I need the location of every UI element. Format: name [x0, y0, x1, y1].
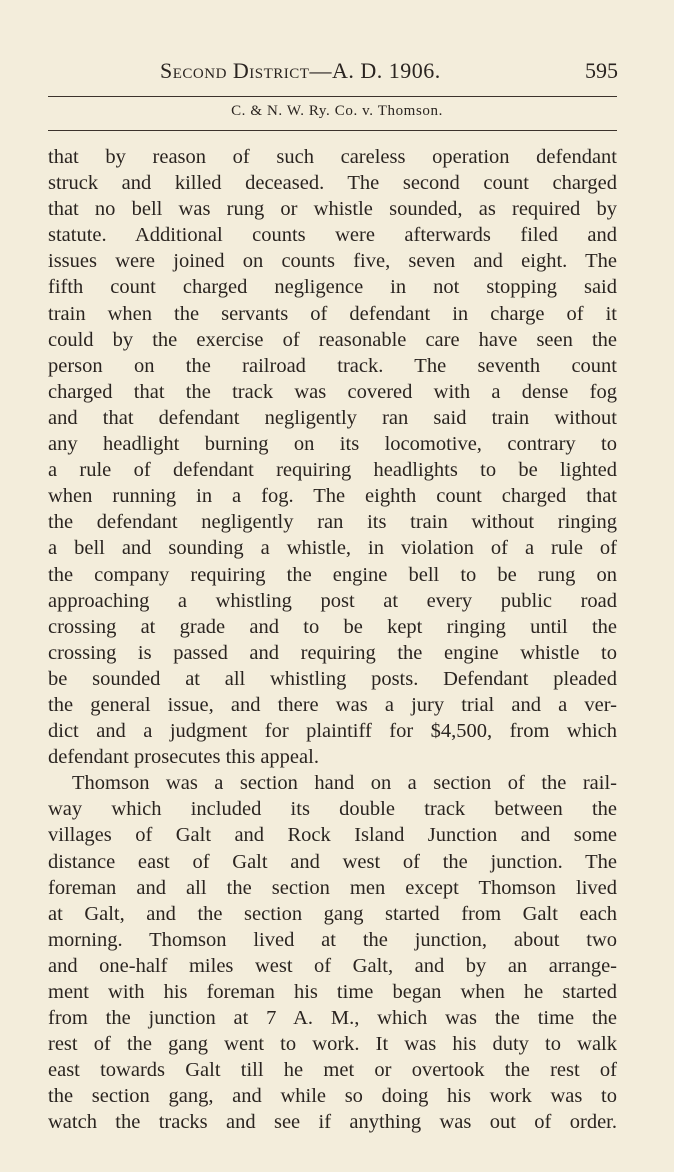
text-line: crossing at grade and to be kept ringing until the [48, 615, 617, 638]
text-line: from the junction at 7 A. M., which was the time the [48, 1007, 617, 1030]
text-line: train when the servants of defendant in charge of it [48, 302, 617, 325]
running-head [160, 58, 618, 86]
text-line: a rule of defendant requiring headlights to be lighted [48, 459, 617, 482]
text-line: distance east of Galt and west of the junction. The [48, 850, 617, 873]
text-line: approaching a whistling post at every public road [48, 589, 617, 612]
text-line: fifth count charged negligence in not stopping said [48, 276, 617, 299]
text-line: any headlight burning on its locomotive, contrary to [48, 433, 617, 456]
paragraph-last-line: defendant prosecutes this appeal. [48, 746, 319, 769]
text-line: way which included its double track between the [48, 798, 617, 821]
text-line: villages of Galt and Rock Island Junction and some [48, 824, 617, 847]
text-line: morning. Thomson lived at the junction, about two [48, 928, 617, 951]
text-line: that by reason of such careless operation defendant [48, 146, 617, 168]
text-line: at Galt, and the section gang started from Galt each [48, 902, 617, 925]
text-line: watch the tracks and see if anything was out of order. [48, 1111, 617, 1134]
text-line: rest of the gang went to work. It was his duty to walk [48, 1033, 617, 1056]
text-line: person on the railroad track. The seventh count [48, 354, 617, 377]
text-line: statute. Additional counts were afterwards filed and [48, 224, 617, 247]
header-rule-bottom [48, 130, 617, 131]
text-line: the defendant negligently ran its train without ringing [48, 511, 617, 534]
text-line: a bell and sounding a whistle, in violation of a rule of [48, 537, 617, 560]
text-line: the section gang, and while so doing his work was to [48, 1085, 617, 1108]
text-line: could by the exercise of reasonable care have seen the [48, 328, 617, 351]
header-rule-top [48, 96, 617, 97]
text-line: when running in a fog. The eighth count charged that [48, 485, 617, 508]
text-line: foreman and all the section men except Thomson lived [48, 876, 617, 899]
text-line: that no bell was rung or whistle sounded, as required by [48, 198, 617, 221]
text-line: charged that the track was covered with a dense fog [48, 380, 617, 403]
paragraph-first-line: Thomson was a section hand on a section of the rail- [72, 772, 617, 795]
text-line: ment with his foreman his time began when he started [48, 981, 617, 1003]
text-line: the company requiring the engine bell to be rung on [48, 563, 617, 586]
case-title: C. & N. W. Ry. Co. v. Thomson. [231, 103, 443, 119]
text-line: issues were joined on counts five, seven and eight. The [48, 250, 617, 273]
text-line: and that defendant negligently ran said train without [48, 406, 617, 429]
body-text [48, 144, 617, 1136]
page-number: 595 [585, 58, 618, 83]
text-line: dict and a judgment for plaintiff for $4,500, from which [48, 720, 617, 743]
text-line: be sounded at all whistling posts. Defendant pleaded [48, 667, 617, 690]
text-line: crossing is passed and requiring the engine whistle to [48, 641, 617, 664]
text-line: east towards Galt till he met or overtook the rest of [48, 1059, 617, 1082]
text-line: and one-half miles west of Galt, and by an arrange- [48, 954, 617, 977]
text-line: the general issue, and there was a jury trial and a ver- [48, 693, 617, 716]
text-line: struck and killed deceased. The second count charged [48, 172, 617, 195]
running-title: Second District—A. D. 1906. [160, 58, 441, 83]
